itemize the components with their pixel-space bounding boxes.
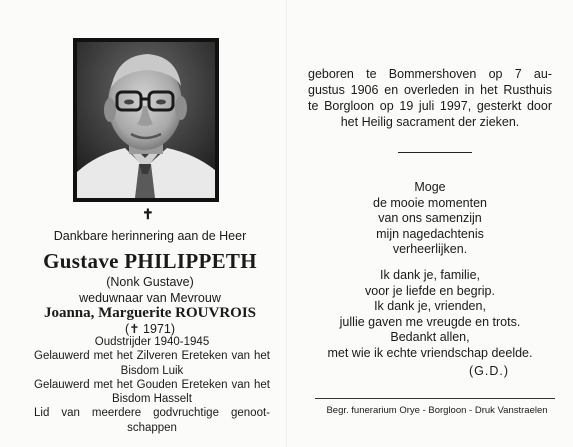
bio-line: Gelauwerd met het Zilveren Ereteken van het: [34, 350, 270, 363]
bio-line: Gelauwerd met het Gouden Ereteken van het: [34, 378, 270, 391]
poem-signature: (G.D.): [469, 364, 510, 378]
widower-line: weduwnaar van Mevrouw: [79, 291, 221, 305]
poem-line: de mooie momenten: [373, 195, 487, 210]
separator-rule: [398, 152, 472, 153]
intro-text: Dankbare herinnering aan de Heer: [53, 229, 247, 243]
nickname: (Nonk Gustave): [106, 275, 194, 289]
cross-icon: ✝: [142, 207, 154, 223]
birth-line: gustus 1906 en overleden in het Rusthuis: [308, 83, 552, 97]
printer-footer: Begr. funerarium Orye - Borgloon - Druk Vanstraelen: [326, 405, 548, 416]
poem-line: Moge: [414, 180, 446, 194]
poem-line: voor je liefde en begrip.: [365, 283, 495, 298]
bio-line: Bisdom Luik: [120, 364, 184, 377]
birth-line: te Borgloon op 19 juli 1997, gesterkt door: [308, 99, 552, 113]
poem-line: van ons samenzijn: [378, 211, 482, 226]
poem-line: Ik dank je, familie,: [379, 268, 481, 282]
spouse-death-year: (✝ 1971): [124, 322, 176, 336]
bio-line: Oudstrijder 1940-1945: [94, 336, 210, 348]
bio-line: Bisdom Hasselt: [112, 393, 192, 406]
poem-line: Bedankt allen,: [390, 330, 470, 345]
poem-line: mijn nagedachtenis: [376, 226, 484, 241]
spouse-name: Joanna, Marguerite ROUVROIS: [43, 305, 257, 321]
biography: [34, 335, 270, 435]
poem-line: jullie gaven me vreugde en trots.: [339, 314, 521, 329]
birth-death-paragraph: [308, 66, 552, 130]
deceased-name: Gustave PHILIPPETH: [43, 249, 257, 273]
portrait-photo: [77, 42, 215, 198]
poem-line: met wie ik echte vriendschap deelde.: [327, 345, 533, 360]
bio-line: schappen: [127, 421, 177, 434]
birth-line: het Heilig sacrament der zieken.: [340, 115, 520, 129]
poem-line: Ik dank je, vrienden,: [374, 299, 486, 314]
poem-stanza-1: [300, 180, 560, 258]
poem-line: verheerlijken.: [392, 242, 468, 257]
poem-stanza-2: [300, 268, 560, 362]
bio-line: Lid van meerdere godvruchtige genoot-: [34, 407, 270, 420]
card-fold: [286, 0, 287, 447]
footer-rule: [315, 398, 555, 399]
birth-line: geboren te Bommershoven op 7 au-: [308, 67, 552, 81]
